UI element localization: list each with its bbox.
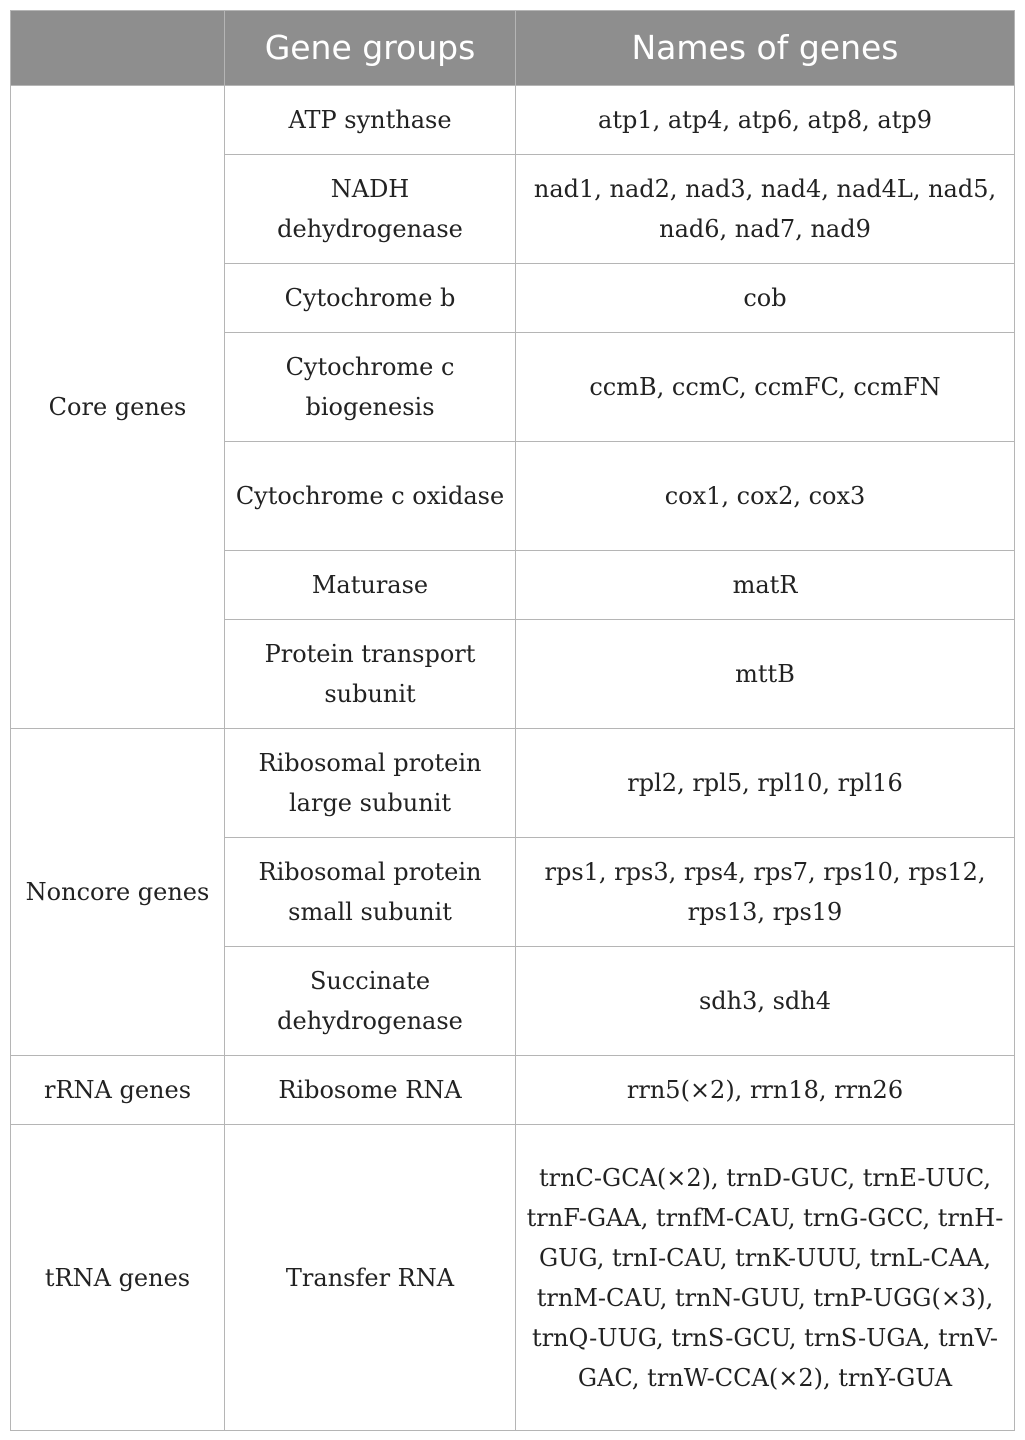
header-gene-groups: Gene groups (225, 11, 516, 86)
gene-names-cell: trnC-GCA(×2), trnD-GUC, trnE-UUC, trnF-GAA, trnfM-CAU, trnG-GCC, trnH-GUG, trnI-CAU, trnK-UUU, trnL-CAA, trnM-CAU, trnN-GUU, trnP-UGG(×3), trnQ-UUG, trnS-GCU, trnS-UGA, trnV-GAC, trnW-CCA(×2), trnY-GUA (516, 1125, 1015, 1431)
gene-group-cell: Succinate dehydrogenase (225, 947, 516, 1056)
gene-names-cell: rps1, rps3, rps4, rps7, rps10, rps12, rps13, rps19 (516, 838, 1015, 947)
gene-names-cell: atp1, atp4, atp6, atp8, atp9 (516, 86, 1015, 155)
gene-names-cell: ccmB, ccmC, ccmFC, ccmFN (516, 333, 1015, 442)
gene-group-cell: Transfer RNA (225, 1125, 516, 1431)
gene-group-cell: Cytochrome b (225, 264, 516, 333)
gene-group-cell: Ribosomal protein large subunit (225, 729, 516, 838)
gene-names-cell: rpl2, rpl5, rpl10, rpl16 (516, 729, 1015, 838)
category-trna-genes: tRNA genes (11, 1125, 225, 1431)
gene-names-cell: rrn5(×2), rrn18, rrn26 (516, 1056, 1015, 1125)
gene-names-cell: cox1, cox2, cox3 (516, 442, 1015, 551)
header-row (11, 11, 1015, 86)
table-row (11, 729, 1015, 838)
gene-group-cell: Cytochrome c oxidase (225, 442, 516, 551)
table-row (11, 86, 1015, 155)
table-row (11, 1125, 1015, 1431)
header-blank (11, 11, 225, 86)
gene-group-cell: Maturase (225, 551, 516, 620)
gene-names-cell: mttB (516, 620, 1015, 729)
category-rrna-genes: rRNA genes (11, 1056, 225, 1125)
gene-group-cell: ATP synthase (225, 86, 516, 155)
table-row (11, 1056, 1015, 1125)
gene-group-cell: Cytochrome c biogenesis (225, 333, 516, 442)
gene-names-cell: nad1, nad2, nad3, nad4, nad4L, nad5, nad6, nad7, nad9 (516, 155, 1015, 264)
gene-names-cell: cob (516, 264, 1015, 333)
gene-group-cell: NADH dehydrogenase (225, 155, 516, 264)
gene-names-cell: sdh3, sdh4 (516, 947, 1015, 1056)
gene-group-cell: Ribosome RNA (225, 1056, 516, 1125)
category-noncore-genes: Noncore genes (11, 729, 225, 1056)
gene-group-cell: Ribosomal protein small subunit (225, 838, 516, 947)
gene-group-cell: Protein transport subunit (225, 620, 516, 729)
gene-names-cell: matR (516, 551, 1015, 620)
category-core-genes: Core genes (11, 86, 225, 729)
gene-table (10, 10, 1015, 1431)
header-names-of-genes: Names of genes (516, 11, 1015, 86)
